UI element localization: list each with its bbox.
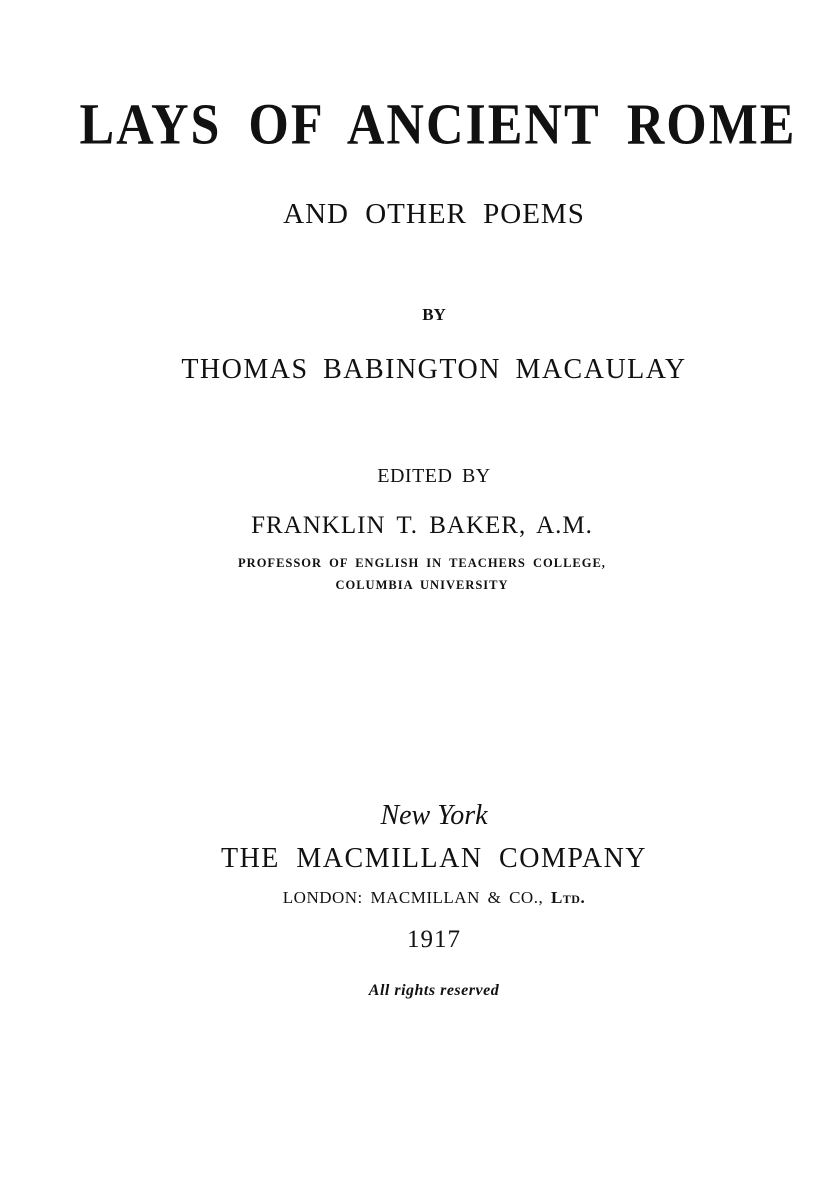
book-subtitle: AND OTHER POEMS [283, 198, 585, 230]
author-name: THOMAS BABINGTON MACAULAY [181, 354, 687, 385]
publisher-city: New York [380, 800, 488, 831]
publication-year: 1917 [407, 926, 461, 953]
editor-affiliation-line2: COLUMBIA UNIVERSITY [335, 578, 509, 592]
edited-by-label: EDITED BY [377, 465, 491, 487]
editor-name: FRANKLIN T. BAKER, A.M. [251, 512, 593, 539]
rights-notice: All rights reserved [368, 982, 500, 999]
publisher-london-text: LONDON: MACMILLAN & CO., [282, 888, 551, 907]
by-label: BY [422, 305, 446, 324]
editor-affiliation-line1: PROFESSOR OF ENGLISH IN TEACHERS COLLEGE, [238, 556, 606, 570]
publisher-name: THE MACMILLAN COMPANY [220, 843, 648, 874]
publisher-london-ltd: Ltd. [550, 888, 586, 907]
book-title: LAYS OF ANCIENT ROME [79, 93, 797, 157]
publisher-london-line [14, 888, 840, 908]
